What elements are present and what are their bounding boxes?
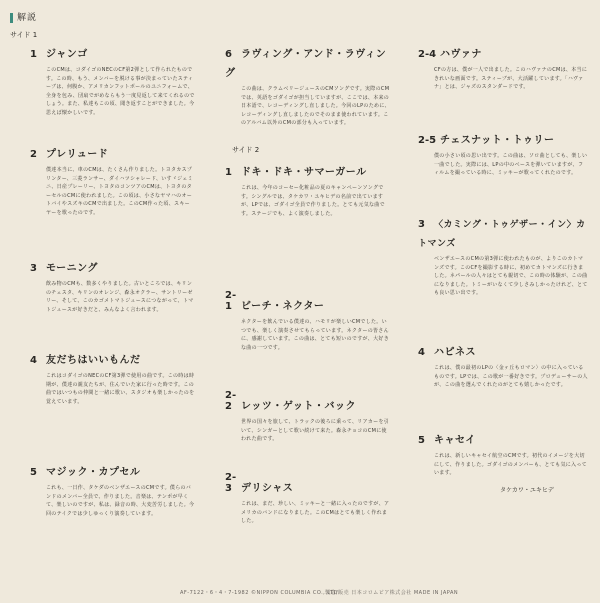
track-number: 3 <box>418 219 425 230</box>
track-body: ネクターを飲んでいる僕達の、ハモリが楽しいCMでした。いつでも、楽しく演奏させてもらっています。ネクターの皆さんに、感謝しています。この曲は、とても短いのですが、大好きな曲の一つです。 <box>241 319 390 351</box>
track-title: ラヴィング・アンド・ラヴィング <box>225 49 387 79</box>
track-body: ベンザエースのCMの第3弾に使われたものが、よりこのカトマンズです。このCFを撮影する時に、初めてカトマンズに行きました。ネパールの人々はとても親切で、この時の体験が、この曲になりました。トミーがいなくて少しさみしかったけれど、とても良い思い出です。 <box>434 256 588 296</box>
header-title: 解説 <box>17 13 38 23</box>
track-title: プレリュード <box>46 149 109 160</box>
track-entry <box>418 428 588 478</box>
track-number: 2-2 <box>225 390 237 412</box>
track-entry <box>30 142 195 217</box>
footer-manufacturer: 製造/販売 日本コロムビア株式会社 MADE IN JAPAN <box>325 590 459 596</box>
author-signature: タケカワ・ユキヒデ <box>500 487 554 494</box>
track-entry <box>418 340 588 390</box>
track-body: CFの方は、僕が一人で出ました。このハヴァナのCMは、本当にきれいな画面です。スティーブが、大活躍しています。「ハヴァナ」とは、ジャズのスタンダードです。 <box>434 67 588 90</box>
track-title: 〈カミング・トゥゲザー・イン〉カトマンズ <box>418 220 586 249</box>
track-entry <box>225 290 390 352</box>
track-title: ハヴァナ <box>440 49 482 60</box>
track-number: 2-5 <box>418 135 437 146</box>
track-body: これは、僕の最初のLPの〈金ヶ丘もロマン〉の中に入っているものです。LPでは、この歌が一番好きです。プロデューサーの人が、この曲を選んでくれたのがとても嬉しかったです。 <box>434 365 588 388</box>
track-title: キャセイ <box>434 435 476 446</box>
track-entry <box>225 160 390 218</box>
track-body: この曲は、クラムベリージュースのCMソングです。実際のCMでは、英語をゴダイゴが担当していますが、ここでは、本来の日本語で、レコーディングし直しました。今回のLPのために、レコーディングし直しましたのでそのまま使われています。このアルバム以外のCMの部分も入っています。 <box>241 86 390 126</box>
track-entry <box>225 472 390 526</box>
track-body: 僕達本当に、車のCMは、たくさん作りました。トヨタカスプリンター、三菱ランサー、ダイハツシャレード、いすゞジェミニ、日産プレーリー、トヨタのコンツアのCMは、トヨタのターセルのCMに使われました。この頃は、小さなヤマハのオートバイやスズキのCMで出ました。このCM作った頃、スキーヤーを歌ったのです。 <box>46 167 193 216</box>
track-entry <box>30 256 195 314</box>
track-entry <box>30 460 195 518</box>
track-entry <box>418 212 588 298</box>
track-number: 5 <box>418 435 425 446</box>
section-header <box>10 10 37 23</box>
track-title: ジャンゴ <box>46 49 88 60</box>
track-number: 2-4 <box>418 49 437 60</box>
track-body: これは、今年のコーセー化粧品の夏のキャンペーンソングです。シングルでは、タケカワ・ユキヒデの名前で出ていますが、LPでは、ゴダイゴ全員で作りました。とても元気な曲です。ステージでも、よく演奏しました。 <box>241 185 385 217</box>
track-entry <box>30 348 195 406</box>
track-entry <box>418 128 588 178</box>
side2-label: サイド 2 <box>232 146 260 154</box>
track-title: 友だちはいいもんだ <box>46 355 141 366</box>
track-entry <box>418 42 588 92</box>
track-number: 2 <box>30 149 37 160</box>
track-number: 6 <box>225 49 232 60</box>
track-number: 5 <box>30 467 37 478</box>
track-title: デリシャス <box>241 483 294 494</box>
track-title: ビーチ・ネクター <box>241 301 325 312</box>
track-title: モーニング <box>46 263 98 274</box>
track-title: レッツ・ゲット・バック <box>241 401 356 412</box>
track-entry <box>225 390 390 444</box>
track-title: マジック・カプセル <box>46 467 141 478</box>
track-entry <box>225 42 390 128</box>
track-body: 飲み物のCMも、数多くやりました。古いところでは、キリンのチェスタ、キリンのオレンジ、森永オクラー、サントリーゼリー、そして、このカゴメトマトジュースにつながって、トマトジュースが好きだと、みんなよく言われます。 <box>46 281 194 313</box>
track-body: これも、一日作、タケダのベンザエースのCMです。僕らのバンドのメンバー全員で、作りました。音楽は、テンポが早くて、楽しいのですが、私は、録音の時、大変苦労しました。今回のテイクでは少しゆっくり演奏しています。 <box>46 485 195 517</box>
track-body: 世界の国々を旅して、トラックの後ろに乗って、リアカーを引いて、シンガーとして歌い続けて来た。森永チョコのCMに使われた曲です。 <box>241 419 390 442</box>
track-number: 1 <box>225 167 232 178</box>
track-number: 2-1 <box>225 290 237 312</box>
track-body: これは、新しいキャセイ航空のCMです。初代のイメージを大切にして、作りました。ゴダイゴのメンバーも、とても気に入っています。 <box>434 453 587 476</box>
track-title: チェスナット・トゥリー <box>440 135 555 146</box>
track-title: ドキ・ドキ・サマーガール <box>241 167 367 178</box>
track-body: このCMは、コダイゴのNECのCF第2弾として作られたものです。この時、もう、メンバーを脱ける事が決まっていたスティーブは、何腹か、アメリカンフットボールのユニフォームで、全身を包み、団扇でがめならもう一度見返して来てくれるのでしょう。また、私達もこの頃、聞き返すことができました。今思えば懐かしいです。 <box>46 67 195 116</box>
track-number: 2-3 <box>225 472 237 494</box>
track-number: 4 <box>30 355 37 366</box>
track-entry <box>30 42 195 117</box>
track-title: ハピネス <box>434 347 476 358</box>
track-body: これは、まだ、珍しい、ミッキーと一緒に入ったのですが、アメリカのバンドになりました。このCMはとても楽しく作れました。 <box>241 501 390 524</box>
footer-catalog: AF-7122・6・4・7-1982 ©NIPPON COLUMBIA CO., LTD. <box>180 590 340 596</box>
header-accent-bar <box>10 13 13 23</box>
track-number: 4 <box>418 347 425 358</box>
track-number: 3 <box>30 263 37 274</box>
track-body: これはコダイゴのNECのCF第3弾で使用の曲です。この時は時期が、僕達の親友たちが、住んでいた家に行った時です。この曲ではいつもの仲間と一緒に歌い、スタジオも楽しかったのを覚えています。 <box>46 373 195 405</box>
track-number: 1 <box>30 49 37 60</box>
track-body: 僕の小さい頃の思い出です。この曲は、ソロ曲としても、楽しい一曲でした。実際には、LPの中のベースを弾いていますが、フィルムを撮っている時に、ミッキーが歌ってくれたのです。 <box>434 153 588 176</box>
side1-label: サイド 1 <box>10 31 38 39</box>
